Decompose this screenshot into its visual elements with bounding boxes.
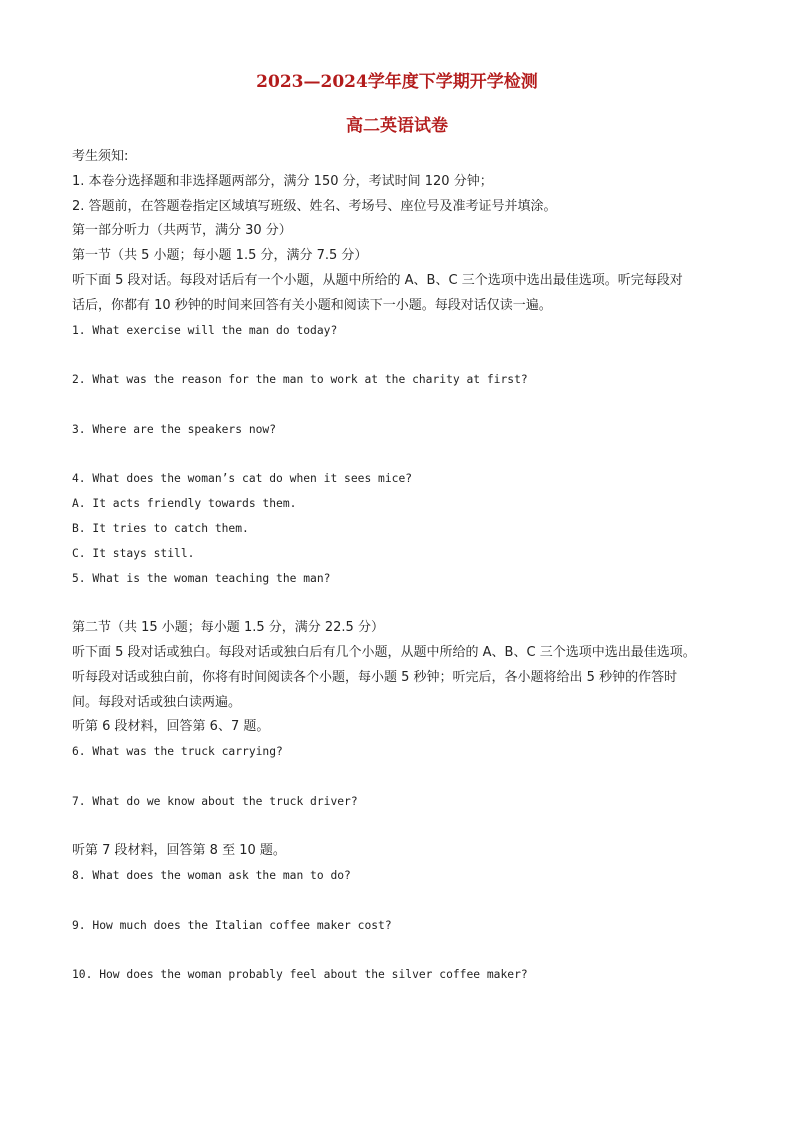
question-stem: 4. What does the woman’s cat do when it sees mice? — [72, 472, 413, 486]
question-options — [72, 939, 732, 964]
question-stem: 5. What is the woman teaching the man? — [72, 571, 331, 585]
question-options — [72, 988, 732, 1013]
section-instructions: 话后，你都有 10 秒钟的时间来回答有关小题和阅读下一小题。每段对话仅读一遍。 — [72, 297, 552, 313]
exam-title: 2023—2024学年度下学期开学检测 — [256, 72, 538, 92]
question-stem: 2. What was the reason for the man to work at the charity at first? — [72, 373, 528, 387]
question-stem: 1. What exercise will the man do today? — [72, 323, 338, 337]
question-options — [72, 343, 732, 368]
question-stem: 3. Where are the speakers now? — [72, 422, 277, 436]
question-options — [72, 393, 732, 418]
question-stem: 10. How does the woman probably feel about the silver coffee maker? — [72, 968, 528, 982]
question-stem: 6. What was the truck carrying? — [72, 745, 283, 759]
section-heading: 第一节（共 5 小题；每小题 1.5 分，满分 7.5 分） — [72, 248, 368, 264]
question-options — [72, 765, 732, 790]
question-options — [72, 591, 732, 616]
material-heading: 听第 6 段材料，回答第 6、7 题。 — [72, 719, 270, 735]
material-heading: 听第 7 段材料，回答第 8 至 10 题。 — [72, 843, 286, 859]
question-options — [72, 443, 732, 468]
section-instructions: 听下面 5 段对话或独白。每段对话或独白后有几个小题，从题中所给的 A、B、C 三个选项中选出最佳选项。 — [72, 644, 696, 660]
part-heading: 第一部分听力（共两节，满分 30 分） — [72, 223, 292, 239]
exam-subtitle: 高二英语试卷 — [346, 116, 448, 136]
option-a: A. It acts friendly towards them. — [72, 497, 297, 511]
question-stem: 7. What do we know about the truck driver? — [72, 794, 358, 808]
section-instructions: 听下面 5 段对话。每段对话后有一个小题，从题中所给的 A、B、C 三个选项中选出最佳选项。听完每段对 — [72, 272, 683, 288]
section-heading: 第二节（共 15 小题；每小题 1.5 分，满分 22.5 分） — [72, 620, 384, 636]
notice-item: 2. 答题前，在答题卷指定区域填写班级、姓名、考场号、座位号及准考证号并填涂。 — [72, 198, 557, 214]
notice-item: 1. 本卷分选择题和非选择题两部分，满分 150 分，考试时间 120 分钟； — [72, 173, 493, 189]
option-c: C. It stays still. — [72, 546, 195, 560]
option-b: B. It tries to catch them. — [72, 521, 249, 535]
section-instructions: 间。每段对话或独白读两遍。 — [72, 694, 242, 710]
question-options — [72, 815, 732, 840]
exam-content — [72, 145, 732, 1013]
notice-heading: 考生须知: — [72, 149, 129, 164]
question-stem: 8. What does the woman ask the man to do? — [72, 869, 351, 883]
question-options — [72, 889, 732, 914]
question-stem: 9. How much does the Italian coffee maker cost? — [72, 918, 392, 932]
section-instructions: 听每段对话或独白前，你将有时间阅读各个小题，每小题 5 秒钟；听完后，各小题将给出 5 秒钟的作答时 — [72, 669, 678, 685]
